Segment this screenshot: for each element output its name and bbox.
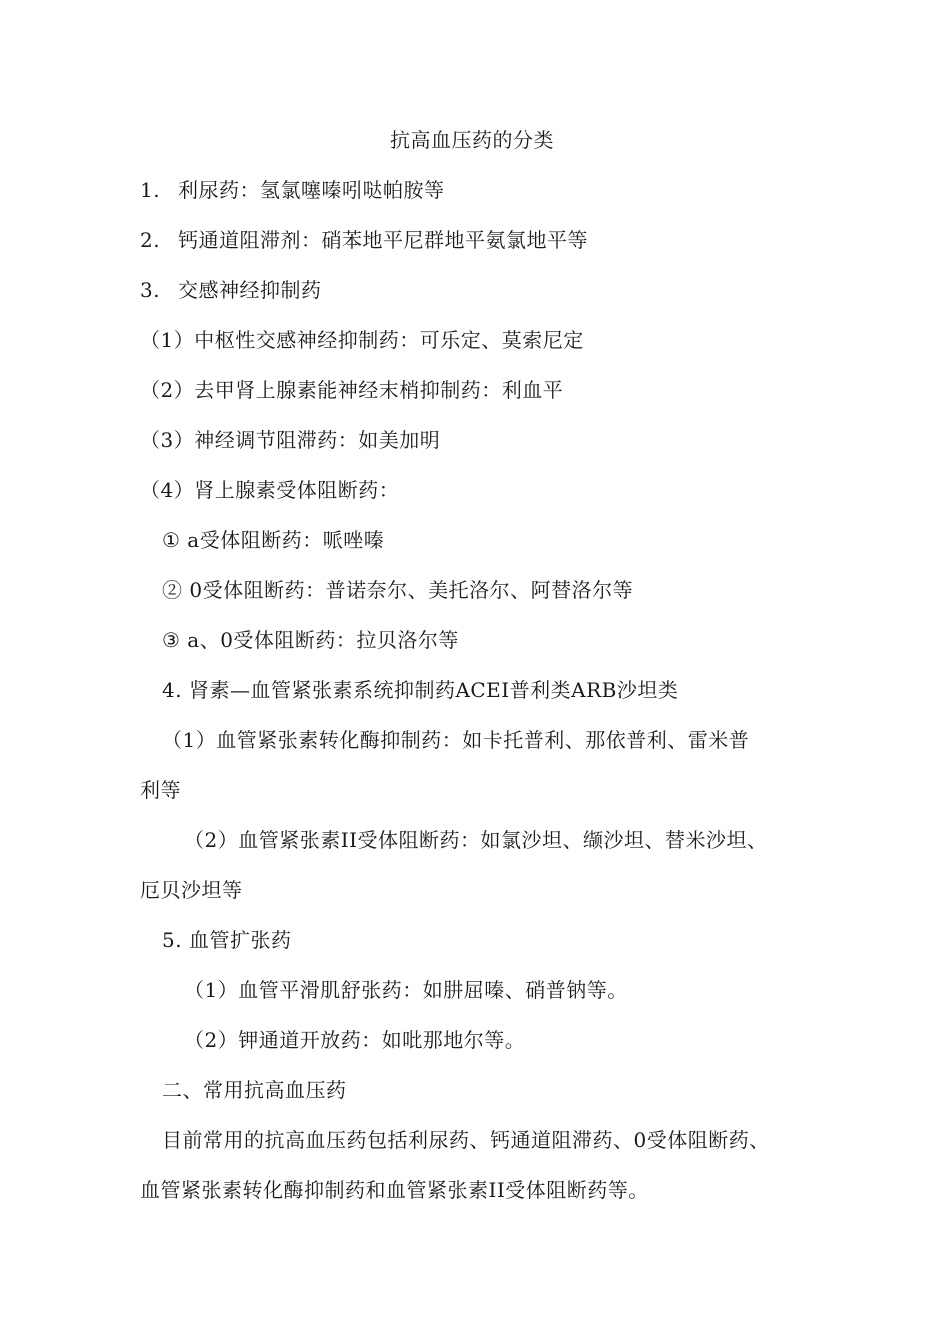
sub-item-4-1-line1: （1）血管紧张素转化酶抑制药：如卡托普利、那依普利、雷米普 bbox=[162, 728, 750, 752]
sub-item-3-3: （3）神经调节阻滞药：如美加明 bbox=[140, 428, 441, 452]
sub-item-5-2: （2）钾通道开放药：如吡那地尔等。 bbox=[184, 1028, 526, 1052]
list-item-4: 4. 肾素—血管紧张素系统抑制药ACEI普利类ARB沙坦类 bbox=[162, 678, 679, 702]
sub-item-3-1: （1）中枢性交感神经抑制药：可乐定、莫索尼定 bbox=[140, 328, 584, 352]
list-item-3-number: 3. bbox=[140, 278, 161, 302]
list-item-1 bbox=[140, 176, 445, 204]
list-item-1-text: 利尿药：氢氯噻嗪吲哒帕胺等 bbox=[178, 178, 445, 202]
list-item-2-text: 钙通道阻滞剂：硝苯地平尼群地平氨氯地平等 bbox=[178, 228, 588, 252]
sub-item-3-4: （4）肾上腺素受体阻断药： bbox=[140, 478, 400, 502]
list-item-1-number: 1. bbox=[140, 178, 161, 202]
sub-item-3-4-c: ③ a、0受体阻断药：拉贝洛尔等 bbox=[162, 628, 459, 652]
section-2-heading: 二、常用抗高血压药 bbox=[162, 1078, 347, 1102]
sub-item-3-4-a: ① a受体阻断药：哌唑嗪 bbox=[162, 528, 385, 552]
sub-item-3-4-b: ② 0受体阻断药：普诺奈尔、美托洛尔、阿替洛尔等 bbox=[162, 578, 634, 602]
sub-item-5-1: （1）血管平滑肌舒张药：如肼屈嗪、硝普钠等。 bbox=[184, 978, 628, 1002]
document-title: 抗高血压药的分类 bbox=[390, 128, 554, 152]
sub-item-4-2-line1: （2）血管紧张素II受体阻断药：如氯沙坦、缬沙坦、替米沙坦、 bbox=[184, 828, 768, 852]
section-2-paragraph-line1: 目前常用的抗高血压药包括利尿药、钙通道阻滞药、0受体阻断药、 bbox=[162, 1128, 770, 1152]
sub-item-4-1-line2: 利等 bbox=[140, 778, 181, 802]
list-item-3 bbox=[140, 276, 322, 304]
list-item-2 bbox=[140, 226, 588, 254]
sub-item-4-2-line2: 厄贝沙坦等 bbox=[140, 878, 243, 902]
list-item-2-number: 2. bbox=[140, 228, 161, 252]
section-2-paragraph-line2: 血管紧张素转化酶抑制药和血管紧张素II受体阻断药等。 bbox=[140, 1178, 649, 1202]
sub-item-3-2: （2）去甲肾上腺素能神经末梢抑制药：利血平 bbox=[140, 378, 564, 402]
list-item-3-text: 交感神经抑制药 bbox=[178, 278, 322, 302]
list-item-5: 5. 血管扩张药 bbox=[162, 928, 292, 952]
